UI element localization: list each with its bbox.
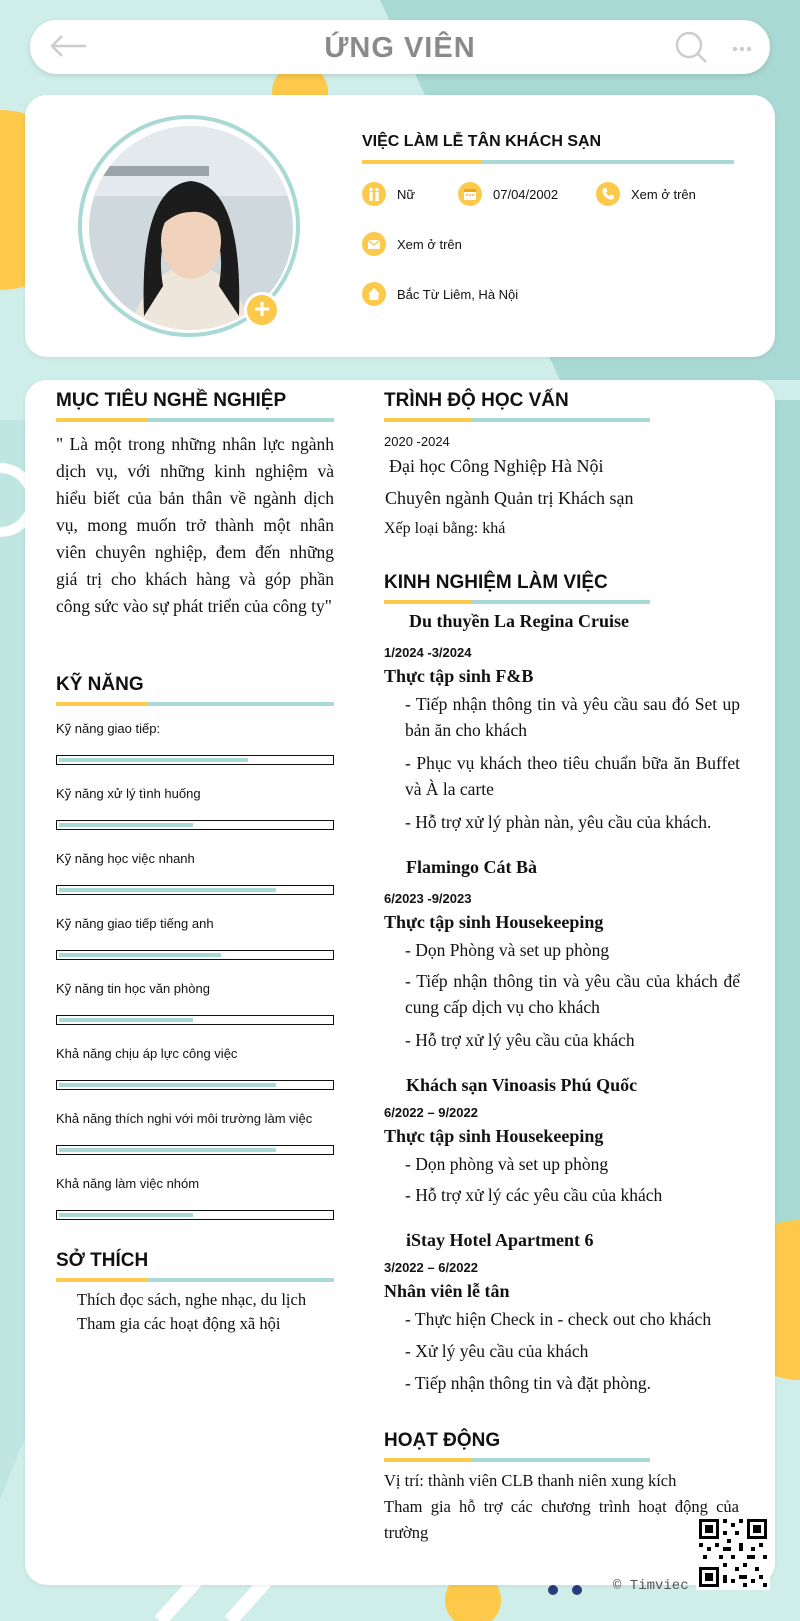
education-school: Đại học Công Nghiệp Hà Nội: [389, 456, 604, 476]
skill-bar-fill: [59, 888, 276, 892]
skill-bar: [56, 885, 334, 895]
education-major: Chuyên ngành Quản trị Khách sạn: [385, 488, 634, 508]
experience-role: Nhân viên lễ tân: [384, 1281, 510, 1301]
search-icon[interactable]: [674, 30, 708, 69]
experience-duty: - Xử lý yêu cầu của khách: [405, 1341, 589, 1361]
skill-item: [56, 786, 334, 830]
experience-period: 6/2022 – 9/2022: [384, 1105, 478, 1120]
add-photo-button[interactable]: +: [244, 292, 280, 328]
skill-label: Kỹ năng tin học văn phòng: [56, 981, 210, 996]
phone-info: [596, 182, 696, 206]
activities-underline: [384, 1458, 650, 1462]
experience-underline: [384, 600, 650, 604]
skill-label: Kỹ năng học việc nhanh: [56, 851, 195, 866]
objective-underline: [56, 418, 334, 422]
phone-value: Xem ở trên: [631, 186, 696, 202]
skill-item: [56, 1176, 334, 1220]
experience-duty: - Dọn phòng và set up phòng: [405, 1154, 609, 1174]
experience-role: Thực tập sinh F&B: [384, 666, 534, 686]
experience-period: 3/2022 – 6/2022: [384, 1260, 478, 1275]
skills-underline: [56, 702, 334, 706]
education-underline: [384, 418, 650, 422]
skill-bar: [56, 1210, 334, 1220]
skill-label: Khả năng thích nghi với môi trường làm việc: [56, 1111, 313, 1126]
experience-company: Flamingo Cát Bà: [406, 857, 538, 877]
experience-duty: - Hỗ trợ xử lý yêu cầu của khách: [405, 1030, 635, 1050]
skill-label: Kỹ năng giao tiếp tiếng anh: [56, 916, 214, 931]
skill-item: [56, 1046, 334, 1090]
birthdate-value: 07/04/2002: [493, 186, 559, 202]
experience-company: iStay Hotel Apartment 6: [406, 1230, 594, 1250]
address-value: Bắc Từ Liêm, Hà Nội: [397, 286, 519, 302]
job-title-underline: [362, 160, 734, 164]
experience-duty: - Tiếp nhận thông tin và yêu cầu của khách để cung cấp dịch vụ cho khách: [405, 971, 740, 1017]
calendar-icon: [458, 182, 482, 206]
gender-icon: [362, 182, 386, 206]
skill-bar-fill: [59, 1213, 193, 1217]
skill-bar: [56, 820, 334, 830]
address-info: [362, 282, 518, 306]
skill-bar-fill: [59, 758, 248, 762]
education-grade: Xếp loại bằng: khá: [384, 520, 506, 537]
activity-line: Tham gia hỗ trợ các chương trình hoạt động của trường: [384, 1497, 739, 1542]
skill-bar-fill: [59, 823, 193, 827]
top-bar: [30, 20, 770, 74]
experience-role: Thực tập sinh Housekeeping: [384, 1126, 604, 1146]
email-info: [362, 232, 462, 256]
skill-bar-fill: [59, 1148, 276, 1152]
experience-duty: - Tiếp nhận thông tin và đặt phòng.: [405, 1373, 651, 1393]
skill-bar: [56, 950, 334, 960]
skill-bar-fill: [59, 1018, 193, 1022]
skills-title: KỸ NĂNG: [56, 674, 144, 695]
skill-item: [56, 721, 334, 765]
hobby-line: Tham gia các hoạt động xã hội: [77, 1314, 281, 1333]
activities-title: HOẠT ĐỘNG: [384, 1430, 501, 1451]
skill-item: [56, 851, 334, 895]
experience-duty: - Hỗ trợ xử lý các yêu cầu của khách: [405, 1185, 663, 1205]
experience-duty: - Tiếp nhận thông tin và yêu cầu sau đó Set up bản ăn cho khách: [405, 694, 740, 740]
skill-bar: [56, 1145, 334, 1155]
education-title: TRÌNH ĐỘ HỌC VẤN: [384, 390, 569, 411]
experience-title: KINH NGHIỆM LÀM VIỆC: [384, 572, 608, 593]
hobbies-title: SỞ THÍCH: [56, 1250, 149, 1271]
skill-label: Kỹ năng giao tiếp:: [56, 721, 161, 736]
skill-item: [56, 981, 334, 1025]
experience-company: Du thuyền La Regina Cruise: [409, 611, 630, 631]
skill-bar: [56, 1080, 334, 1090]
activity-line: Vị trí: thành viên CLB thanh niên xung kích: [384, 1471, 677, 1490]
skill-label: Khả năng chịu áp lực công việc: [56, 1046, 238, 1061]
skill-bar-fill: [59, 953, 221, 957]
skill-label: Khả năng làm việc nhóm: [56, 1176, 200, 1191]
experience-role: Thực tập sinh Housekeeping: [384, 912, 604, 932]
job-title: VIỆC LÀM LỄ TÂN KHÁCH SẠN: [362, 133, 602, 150]
phone-icon: [596, 182, 620, 206]
qr-code[interactable]: [696, 1516, 770, 1590]
skill-bar: [56, 755, 334, 765]
experience-period: 1/2024 -3/2024: [384, 645, 472, 660]
experience-duty: - Dọn Phòng và set up phòng: [405, 940, 610, 960]
experience-company: Khách sạn Vinoasis Phú Quốc: [406, 1075, 638, 1095]
experience-duty: - Phục vụ khách theo tiêu chuẩn bữa ăn Buffet và À la carte: [405, 753, 740, 799]
email-value: Xem ở trên: [397, 236, 462, 252]
education-period: 2020 -2024: [384, 434, 450, 449]
skill-item: [56, 1111, 334, 1155]
gender-info: [362, 182, 415, 206]
skill-item: [56, 916, 334, 960]
skill-label: Kỹ năng xử lý tình huống: [56, 786, 201, 801]
hobby-line: Thích đọc sách, nghe nhạc, du lịch: [77, 1290, 307, 1309]
objective-title: MỤC TIÊU NGHỀ NGHIỆP: [56, 390, 287, 411]
page-title: ỨNG VIÊN: [324, 32, 476, 64]
experience-duty: - Thực hiện Check in - check out cho khách: [405, 1309, 712, 1329]
hobbies-underline: [56, 1278, 334, 1282]
email-icon: [362, 232, 386, 256]
birthdate-info: [458, 182, 558, 206]
home-icon: [362, 282, 386, 306]
gender-value: Nữ: [397, 186, 416, 202]
experience-period: 6/2023 -9/2023: [384, 891, 472, 906]
skill-bar: [56, 1015, 334, 1025]
experience-duty: - Hỗ trợ xử lý phàn nàn, yêu cầu của khách.: [405, 812, 712, 832]
objective-text: " Là một trong những nhân lực ngành dịch vụ, với những kinh nghiệm và hiểu biết của bản thân về ngành dịch vụ, mong muốn trở thành một nhân viên chuyên nghiệp, đem đến những giá trị cho khách hàng và góp phần công sức vào sự phát triển của công ty": [56, 434, 334, 616]
skill-bar-fill: [59, 1083, 276, 1087]
more-options-icon[interactable]: [732, 40, 752, 58]
footer-brand: © Timviec: [613, 1578, 689, 1594]
